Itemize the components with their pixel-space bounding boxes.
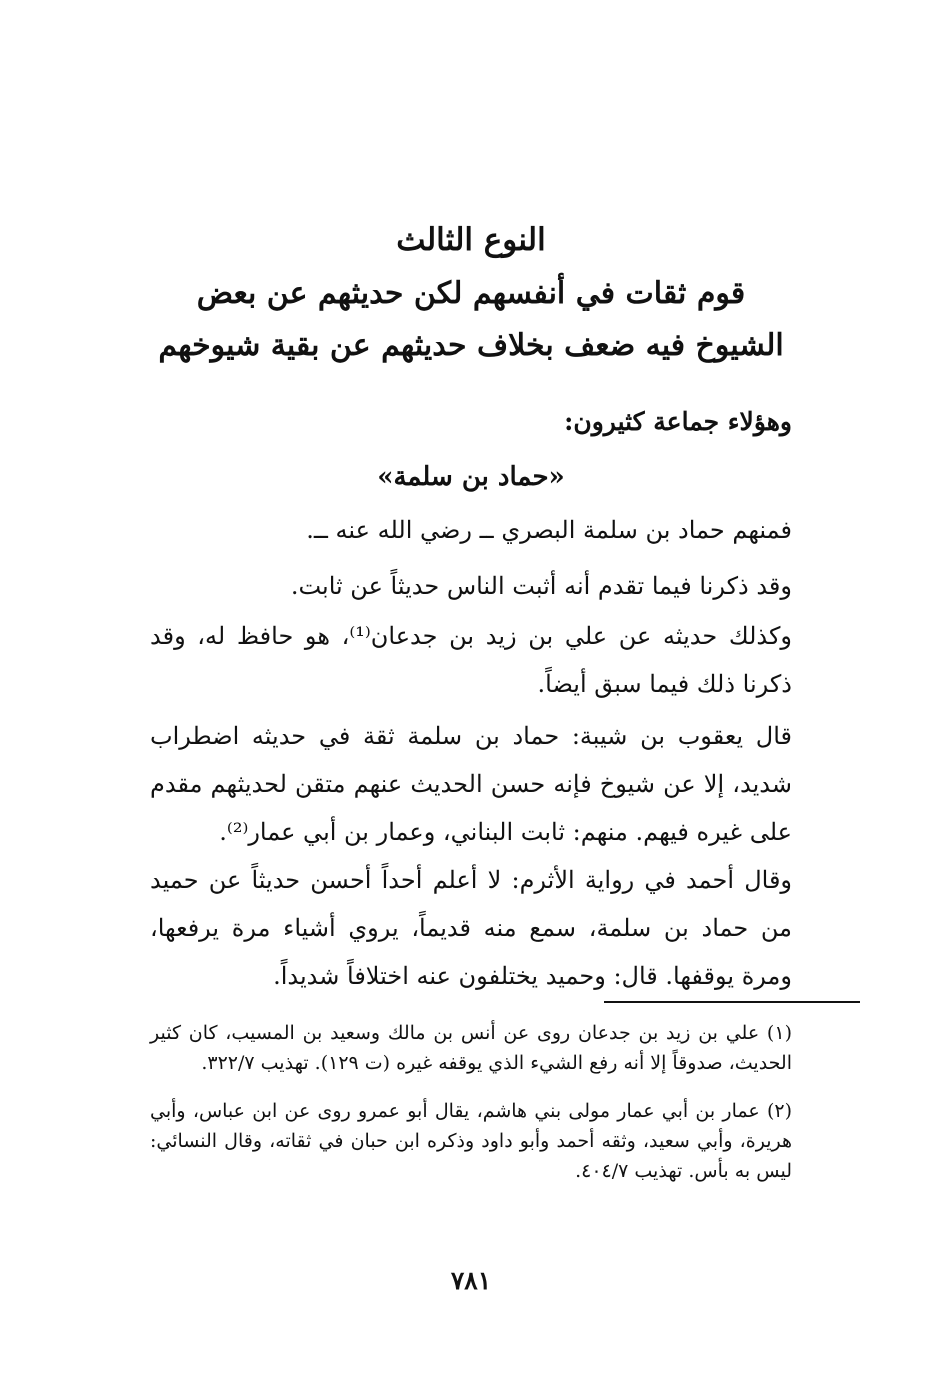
paragraph-5: وقال أحمد في رواية الأثرم: لا أعلم أحداً أحسن حديثاً عن حميد من حماد بن سلمة، سمع منه قديماً، يروي أشياء مرة يرفعها، ومرة يوقفها. قال: وحميد يختلفون عنه اختلافاً شديداً. xyxy=(150,866,792,990)
intro-line: وهؤلاء جماعة كثيرون: xyxy=(564,407,792,436)
footnote-2: (٢) عمار بن أبي عمار مولى بني هاشم، يقال أبو عمرو روى عن ابن عباس، وأبي هريرة، وأبي سعيد، وثقه أحمد وأبو داود وذكره ابن حبان في ثقاته، وقال النسائي: ليس به بأس. تهذيب ٤٠٤/٧. xyxy=(150,1100,792,1182)
page-number: ٧٨١ xyxy=(450,1266,492,1295)
paragraph-1: فمنهم حماد بن سلمة البصري ــ رضي الله عنه ــ. xyxy=(306,516,792,544)
paragraph-4: قال يعقوب بن شيبة: حماد بن سلمة ثقة في حديثه اضطراب شديد، إلا عن شيوخ فإنه حسن الحديث عنهم متقن لحديثهم مقدم على غيره فيهم. منهم: ثابت البناني، وعمار بن أبي عمار⁽²⁾. xyxy=(150,722,792,846)
chapter-title: النوع الثالث xyxy=(396,222,546,258)
footnote-divider xyxy=(604,1001,860,1003)
footnote-1: (١) علي بن زيد بن جدعان روى عن أنس بن مالك وسعيد بن المسيب، كان كثير الحديث، صدوقاً إلا أنه رفع الشيء الذي يوقفه غيره (ت ١٢٩). تهذيب ٣٢٢/٧. xyxy=(150,1022,792,1074)
paragraph-3: وكذلك حديثه عن علي بن زيد بن جدعان⁽¹⁾، هو حافظ له، وقد ذكرنا ذلك فيما سبق أيضاً. xyxy=(150,622,792,698)
paragraph-2: وقد ذكرنا فيما تقدم أنه أثبت الناس حديثاً عن ثابت. xyxy=(290,572,792,600)
chapter-subtitle-line-2: الشيوخ فيه ضعف بخلاف حديثهم عن بقية شيوخهم xyxy=(158,328,784,363)
section-heading: «حماد بن سلمة» xyxy=(377,462,565,492)
chapter-subtitle-line-1: قوم ثقات في أنفسهم لكن حديثهم عن بعض xyxy=(196,276,746,311)
